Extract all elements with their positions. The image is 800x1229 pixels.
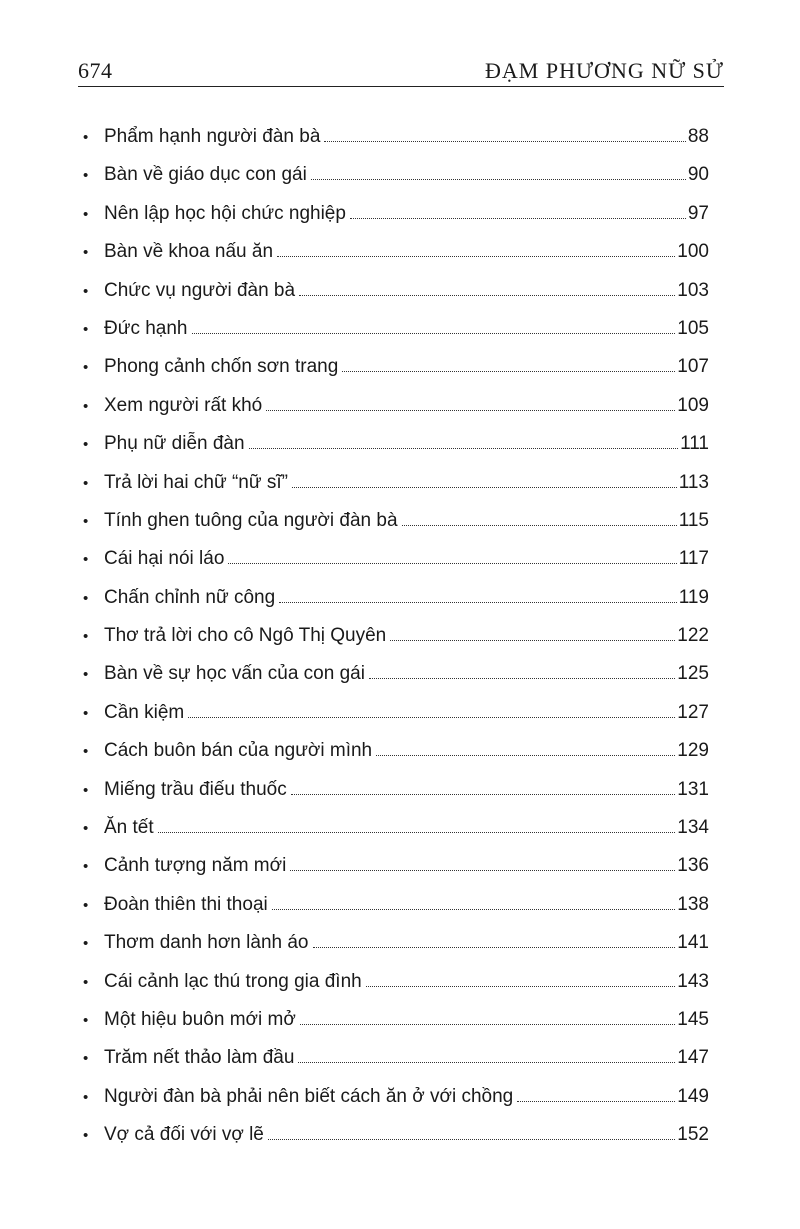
- toc-entry-title: Thơ trả lời cho cô Ngô Thị Quyên: [104, 625, 387, 647]
- toc-entry: [83, 694, 709, 732]
- dot-leader: [158, 832, 676, 833]
- toc-entry-title: Thơm danh hơn lành áo: [104, 932, 309, 954]
- toc-entry-page: 109: [677, 394, 709, 416]
- bullet-icon: •: [83, 935, 89, 953]
- dot-leader: [342, 371, 675, 372]
- toc-entry-page: 152: [677, 1124, 709, 1146]
- dot-leader: [228, 563, 676, 564]
- toc-entry-page: 88: [687, 126, 709, 147]
- bullet-icon: •: [83, 781, 89, 799]
- toc-entry: [83, 771, 709, 809]
- toc-entry-title: Chấn chỉnh nữ công: [104, 586, 276, 608]
- toc-entry-title: Đức hạnh: [104, 317, 188, 339]
- bullet-icon: •: [83, 512, 89, 530]
- toc-entry-title: Chức vụ người đàn bà: [104, 279, 296, 301]
- toc-entry-page: 138: [677, 893, 709, 915]
- toc-entry: [83, 425, 709, 463]
- toc-entry: [83, 118, 709, 156]
- dot-leader: [299, 295, 675, 296]
- toc-entry: [83, 502, 709, 540]
- bullet-icon: •: [83, 820, 89, 838]
- toc-entry-title: Bàn về giáo dục con gái: [104, 164, 307, 186]
- toc-entry-page: 131: [677, 778, 709, 800]
- toc-entry: [83, 310, 709, 348]
- toc-entry-page: 129: [677, 740, 709, 762]
- bullet-icon: •: [83, 704, 89, 722]
- bullet-icon: •: [83, 397, 89, 415]
- toc-entry: [83, 464, 709, 502]
- toc-entry-title: Phụ nữ diễn đàn: [104, 433, 245, 455]
- toc-entry-page: 127: [677, 701, 709, 723]
- toc-entry-title: Phong cảnh chốn sơn trang: [104, 356, 339, 378]
- toc-entry-page: 136: [677, 855, 709, 877]
- toc-entry-title: Bàn về khoa nấu ăn: [104, 241, 274, 263]
- toc-entry-page: 90: [687, 164, 709, 186]
- dot-leader: [249, 448, 679, 449]
- bullet-icon: •: [83, 359, 89, 377]
- dot-leader: [366, 986, 676, 987]
- dot-leader: [324, 141, 685, 142]
- toc-entry-title: Cảnh tượng năm mới: [104, 855, 287, 877]
- dot-leader: [277, 256, 675, 257]
- bullet-icon: •: [83, 666, 89, 684]
- toc-entry-title: Người đàn bà phải nên biết cách ăn ở với chồng: [104, 1085, 514, 1107]
- toc-entry-page: 134: [677, 817, 709, 839]
- toc-entry-title: Xem người rất khó: [104, 394, 263, 416]
- toc-entry-page: 149: [677, 1085, 709, 1107]
- dot-leader: [292, 487, 677, 488]
- dot-leader: [517, 1101, 675, 1102]
- toc-entry-title: Phẩm hạnh người đàn bà: [104, 126, 321, 147]
- dot-leader: [402, 525, 677, 526]
- toc-entry-page: 117: [678, 548, 709, 570]
- toc-entry-title: Trăm nết thảo làm đầu: [104, 1047, 295, 1069]
- toc-entry: [83, 732, 709, 770]
- toc-entry-title: Cần kiệm: [104, 701, 185, 723]
- toc-entry: [83, 924, 709, 962]
- toc-entry-title: Cái cảnh lạc thú trong gia đình: [104, 970, 362, 992]
- bullet-icon: •: [83, 474, 89, 492]
- toc-entry: [83, 847, 709, 885]
- dot-leader: [311, 179, 686, 180]
- dot-leader: [376, 755, 675, 756]
- toc-entry: [83, 655, 709, 693]
- toc-entry-title: Ăn tết: [104, 817, 154, 839]
- toc-entry: [83, 195, 709, 233]
- bullet-icon: •: [83, 282, 89, 300]
- bullet-icon: •: [83, 129, 89, 146]
- toc-entry: [83, 1039, 709, 1077]
- dot-leader: [390, 640, 675, 641]
- dot-leader: [279, 602, 677, 603]
- dot-leader: [369, 678, 675, 679]
- running-title: ĐẠM PHƯƠNG NỮ SỬ: [485, 58, 724, 83]
- toc-entry: [83, 1078, 709, 1116]
- dot-leader: [268, 1139, 675, 1140]
- dot-leader: [290, 870, 675, 871]
- bullet-icon: •: [83, 743, 89, 761]
- toc-entry: [83, 156, 709, 194]
- toc-entry-title: Nên lập học hội chức nghiệp: [104, 202, 346, 224]
- toc-entry-page: 141: [677, 932, 709, 954]
- toc-entry: [83, 1001, 709, 1039]
- bullet-icon: •: [83, 896, 89, 914]
- dot-leader: [266, 410, 675, 411]
- toc-entry: [83, 809, 709, 847]
- toc-entry: [83, 1116, 709, 1154]
- dot-leader: [313, 947, 676, 948]
- toc-entry-page: 125: [677, 663, 709, 685]
- bullet-icon: •: [83, 973, 89, 991]
- toc-entry-page: 143: [677, 970, 709, 992]
- toc-entry-page: 105: [677, 317, 709, 339]
- bullet-icon: •: [83, 436, 89, 454]
- toc-entry-page: 145: [677, 1008, 709, 1030]
- toc-entry-title: Trả lời hai chữ “nữ sĩ”: [104, 471, 288, 493]
- dot-leader: [192, 333, 676, 334]
- dot-leader: [350, 218, 686, 219]
- toc-entry-page: 107: [677, 356, 709, 378]
- toc-entry-page: 100: [677, 241, 709, 263]
- bullet-icon: •: [83, 167, 89, 185]
- toc-entry-title: Cách buôn bán của người mình: [104, 740, 373, 762]
- toc-entry: [83, 617, 709, 655]
- toc-entry-page: 119: [678, 586, 709, 608]
- toc-entry-page: 115: [678, 509, 709, 531]
- toc-entry: [83, 348, 709, 386]
- dot-leader: [272, 909, 676, 910]
- dot-leader: [300, 1024, 676, 1025]
- toc-entry-page: 111: [680, 433, 709, 455]
- bullet-icon: •: [83, 1088, 89, 1106]
- bullet-icon: •: [83, 1050, 89, 1068]
- dot-leader: [188, 717, 675, 718]
- toc-entry: [83, 886, 709, 924]
- toc-entry: [83, 272, 709, 310]
- toc-entry: [83, 963, 709, 1001]
- toc-entry: [83, 387, 709, 425]
- toc-entry-title: Miếng trầu điếu thuốc: [104, 778, 287, 800]
- bullet-icon: •: [83, 858, 89, 876]
- bullet-icon: •: [83, 320, 89, 338]
- toc-entry-page: 122: [677, 625, 709, 647]
- bullet-icon: •: [83, 551, 89, 569]
- page-header: [78, 50, 724, 87]
- bullet-icon: •: [83, 1127, 89, 1145]
- bullet-icon: •: [83, 1011, 89, 1029]
- bullet-icon: •: [83, 205, 89, 223]
- toc-entry: [83, 233, 709, 271]
- bullet-icon: •: [83, 589, 89, 607]
- toc-entry-page: 97: [687, 202, 709, 224]
- toc-entry-page: 103: [677, 279, 709, 301]
- dot-leader: [291, 794, 676, 795]
- page-number: 674: [78, 58, 113, 83]
- toc-entry-title: Đoàn thiên thi thoại: [104, 893, 268, 915]
- toc-entry-title: Cái hại nói láo: [104, 548, 225, 570]
- dot-leader: [298, 1062, 675, 1063]
- toc-entry-title: Vợ cả đối với vợ lẽ: [104, 1124, 264, 1146]
- toc-entry: [83, 579, 709, 617]
- toc-entry-title: Tính ghen tuông của người đàn bà: [104, 509, 398, 531]
- toc-entry-title: Một hiệu buôn mới mở: [104, 1008, 296, 1030]
- toc-entry: [83, 540, 709, 578]
- table-of-contents: [83, 118, 709, 1155]
- toc-entry-title: Bàn về sự học vấn của con gái: [104, 663, 365, 685]
- toc-entry-page: 113: [678, 471, 709, 493]
- toc-entry-page: 147: [677, 1047, 709, 1069]
- bullet-icon: •: [83, 628, 89, 646]
- bullet-icon: •: [83, 244, 89, 262]
